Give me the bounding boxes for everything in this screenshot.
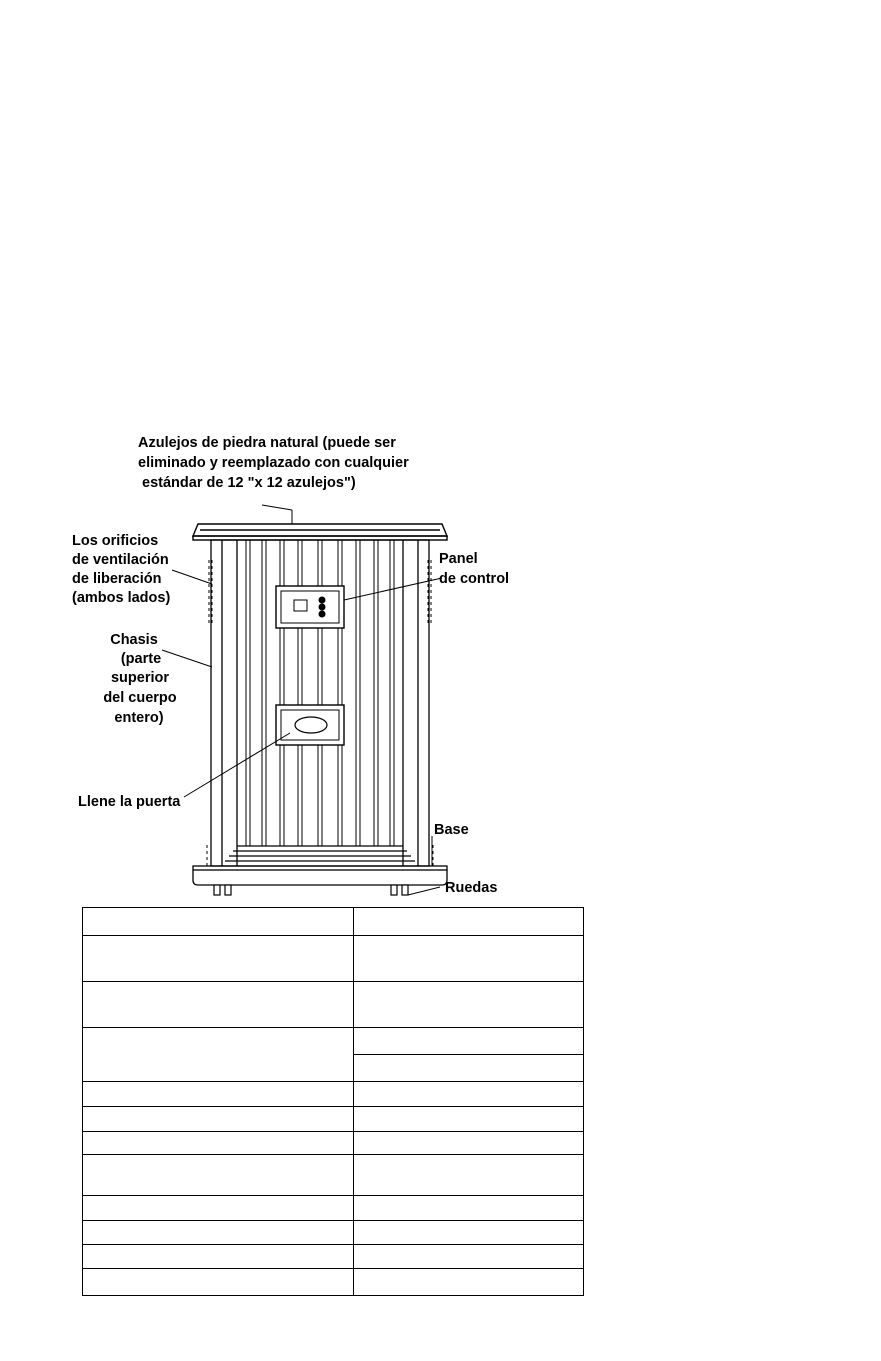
svg-text:(parte: (parte (120, 651, 162, 667)
table-cell (83, 982, 354, 1028)
table-row (83, 1028, 584, 1055)
table-cell (354, 1107, 584, 1132)
table-cell (83, 908, 354, 936)
label-base: Base (434, 822, 469, 838)
label-chassis (103, 632, 176, 726)
table-row (83, 982, 584, 1028)
table-cell (354, 1269, 584, 1296)
table-cell (83, 1132, 354, 1155)
table-row (83, 1155, 584, 1196)
svg-text:entero): entero) (114, 710, 164, 726)
table-row (83, 1221, 584, 1245)
wheels (214, 885, 408, 895)
table-row (83, 1269, 584, 1296)
table-cell (354, 1196, 584, 1221)
table-row (83, 936, 584, 982)
table-cell (354, 1245, 584, 1269)
label-fill-door: Llene la puerta (78, 794, 181, 810)
table-cell (354, 1055, 584, 1082)
table-cell (354, 1082, 584, 1107)
table-cell (83, 1269, 354, 1296)
table-cell (83, 1221, 354, 1245)
table-cell (354, 908, 584, 936)
table-cell (354, 1155, 584, 1196)
table-cell (83, 936, 354, 982)
table-cell (83, 1196, 354, 1221)
table-cell (354, 936, 584, 982)
table-row (83, 1107, 584, 1132)
label-control-panel (439, 551, 509, 587)
table-cell (83, 1082, 354, 1107)
table-cell (83, 1245, 354, 1269)
table-cell (83, 1107, 354, 1132)
svg-text:de liberación: de liberación (72, 571, 162, 587)
table-cell (354, 1132, 584, 1155)
table-cell (83, 1155, 354, 1196)
svg-text:Panel: Panel (439, 551, 478, 567)
table-row (83, 1196, 584, 1221)
svg-text:estándar de 12 "x 12 azulejos": estándar de 12 "x 12 azulejos") (138, 475, 356, 491)
table-cell (354, 982, 584, 1028)
svg-text:eliminado y reemplazado con cu: eliminado y reemplazado con cualquier (138, 455, 409, 471)
table-cell (354, 1221, 584, 1245)
table-row (83, 1132, 584, 1155)
svg-text:Chasis: Chasis (110, 632, 158, 648)
svg-text:de control: de control (439, 571, 510, 587)
table-cell (83, 1028, 354, 1082)
spec-table (82, 907, 584, 1296)
svg-text:de ventilación: de ventilación (72, 552, 169, 568)
svg-text:(ambos lados): (ambos lados) (72, 590, 171, 606)
table-row (83, 1245, 584, 1269)
top-tile (193, 524, 447, 540)
table-row (83, 1082, 584, 1107)
label-vents (72, 533, 170, 606)
svg-text:superior: superior (110, 670, 170, 686)
svg-text:Azulejos de piedra natural (pu: Azulejos de piedra natural (puede ser (138, 435, 396, 451)
label-tiles (138, 435, 409, 491)
fill-door (276, 705, 344, 745)
control-panel (276, 586, 344, 628)
table-row (83, 908, 584, 936)
base (193, 846, 447, 885)
table-cell (354, 1028, 584, 1055)
label-wheels: Ruedas (445, 880, 498, 896)
svg-text:Los orificios: Los orificios (72, 533, 159, 549)
svg-text:del cuerpo: del cuerpo (103, 690, 177, 706)
